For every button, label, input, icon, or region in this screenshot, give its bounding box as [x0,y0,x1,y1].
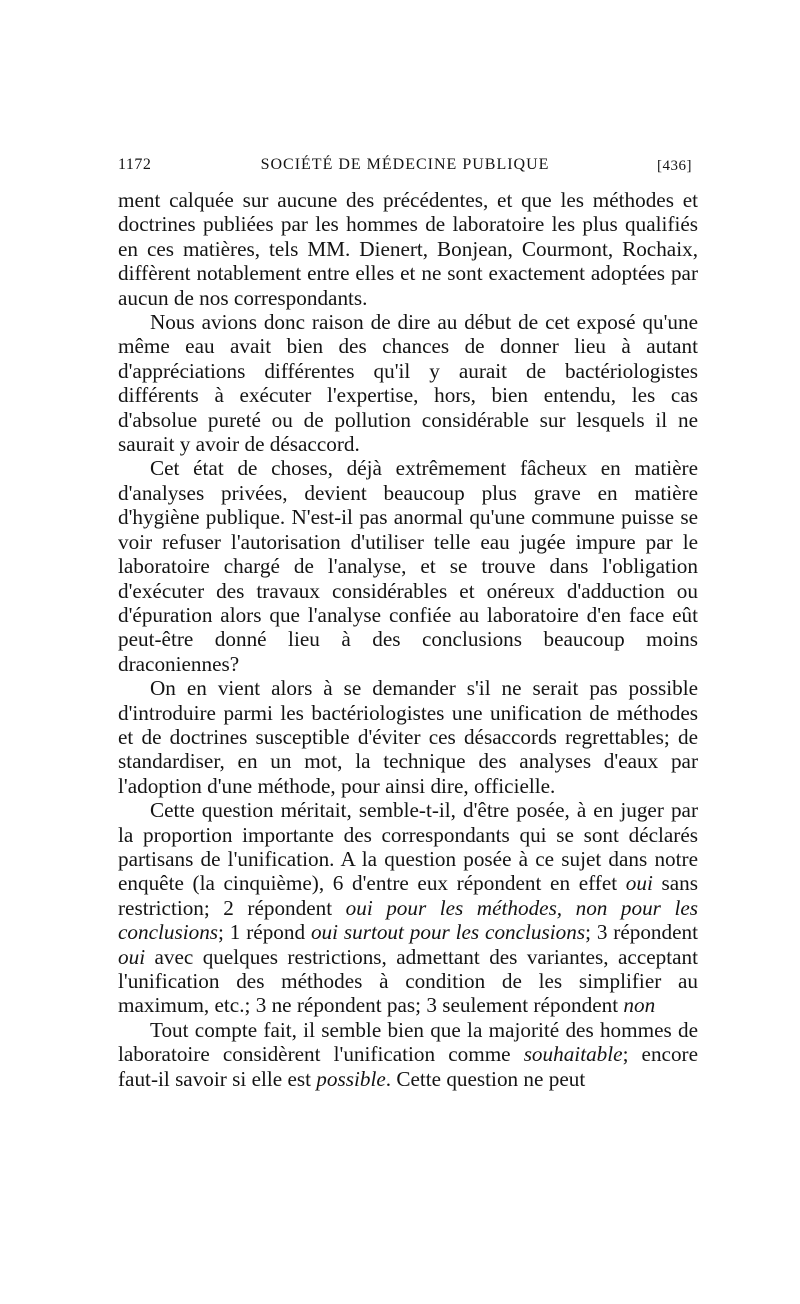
reference-number: [436] [657,158,692,174]
paragraph [118,456,698,676]
italic-text: oui surtout pour les conclusions [310,920,586,945]
running-head [118,156,692,180]
paragraph [118,1018,698,1091]
italic-text: souhaitable [523,1042,623,1067]
text-segment: Nous avions donc raison de dire au début de cet exposé qu'une même eau avait bien des chances de donner lieu à autant d'appréciations différentes qu'il y aurait de bactériologistes différents à exécuter l'expertise, hors, bien entendu, les cas d'absolue pureté ou de pollution considérable sur lesquels il ne saurait y avoir de désaccord. [118,310,698,457]
page-number: 1172 [118,156,152,173]
paragraph [118,310,698,456]
italic-text: oui pour les méthodes, non pour les conclusions [118,895,698,945]
text-segment: Cette question méritait, semble-t-il, d'être posée, à en juger par la proportion importante des correspondants qui se sont déclarés partisans de l'unification. A la question posée à ce sujet dans notre enquête (la cinquième), 6 d'entre eux répondent en effet [118,798,698,896]
text-segment: ; 1 répond [218,920,311,945]
text-segment: . Cette question ne peut [385,1066,586,1091]
text-segment: On en vient alors à se demander s'il ne serait pas possible d'introduire parmi les bactériologistes une unification de méthodes et de doctrines susceptible d'éviter ces désaccords regrettables; de standardiser, en un mot, la technique des analyses d'eaux par l'adoption d'une méthode, pour ainsi dire, officielle. [118,676,698,798]
text-segment: ment calquée sur aucune des précédentes, et que les méthodes et doctrines publiées par les hommes de laboratoire les plus qualifiés en ces matières, tels MM. Dienert, Bonjean, Courmont, Rochaix, diffèrent notablement entre elles et ne sont exactement adoptées par aucun de nos correspondants. [118,188,698,310]
paragraph [118,798,698,1018]
italic-text: possible [316,1066,386,1091]
text-segment: sans restriction; 2 répondent [118,871,698,920]
text-segment: Tout compte fait, il semble bien que la majorité des hommes de laboratoire considèrent l'unification comme [118,1017,698,1067]
paragraph [118,676,698,798]
body-text [118,188,698,1091]
text-segment: ; encore faut-il savoir si elle est [118,1042,699,1091]
paragraph [118,188,698,310]
italic-text: non [623,993,656,1018]
text-segment: ; 3 répondent [585,920,698,945]
italic-text: oui [625,871,653,896]
italic-text: oui [118,944,146,969]
text-segment: avec quelques restrictions, admettant des variantes, acceptant l'unification des méthodes à condition de les simplifier au maximum, etc.; 3 ne répondent pas; 3 seulement répondent [118,944,698,1018]
journal-title: SOCIÉTÉ DE MÉDECINE PUBLIQUE [260,156,550,173]
text-segment: Cet état de choses, déjà extrêmement fâcheux en matière d'analyses privées, devient beaucoup plus grave en matière d'hygiène publique. N'est-il pas anormal qu'une commune puisse se voir refuser l'autorisation d'utiliser telle eau jugée impure par le laboratoire chargé de l'analyse, et se trouve dans l'obligation d'exécuter des travaux considérables et onéreux d'adduction ou d'épuration alors que l'analyse confiée au laboratoire d'en face eût peut-être donné lieu à des conclusions beaucoup moins draconiennes? [118,456,698,676]
